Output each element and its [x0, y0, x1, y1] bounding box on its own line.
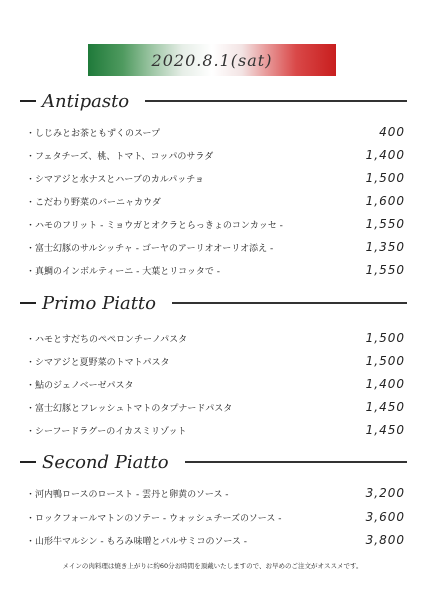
menu-item-price: 1,500 — [365, 331, 405, 345]
menu-item-name: ・ハモとすだちのペペロンチーノパスタ — [26, 334, 188, 345]
menu-item — [26, 329, 405, 347]
menu-item-name: ・こだわり野菜のバーニャカウダ — [26, 197, 161, 208]
section-rule — [172, 302, 407, 304]
menu-item-price: 3,200 — [365, 486, 405, 500]
menu-item-name: ・真鯛のインボルティーニ - 大葉とリコッタで - — [26, 266, 220, 277]
section-title-second-piatto: Second Piatto — [42, 451, 169, 473]
menu-item-name: ・ロックフォールマトンのソテー - ウォッシュチーズのソース - — [26, 513, 282, 524]
footnote: メインの肉料理は焼き上がりに約60分お時間を頂戴いたしますので、お早めのご注文がオススメです。 — [62, 562, 363, 570]
menu-item-name: ・山形牛マルシン - もろみ味噌とバルサミコのソース - — [26, 536, 247, 547]
section-dash — [20, 461, 36, 463]
menu-item — [26, 123, 405, 141]
date-banner — [88, 44, 336, 76]
menu-item-price: 1,450 — [365, 400, 405, 414]
section-header-antipasto — [20, 89, 407, 113]
menu-item-price: 1,500 — [365, 171, 405, 185]
menu-item-name: ・鮎のジェノベーゼパスタ — [26, 380, 134, 391]
menu-item-price: 1,350 — [365, 240, 405, 254]
section-dash — [20, 302, 36, 304]
menu-item-price: 1,550 — [365, 217, 405, 231]
section-rule — [145, 100, 407, 102]
menu-item — [26, 421, 405, 439]
menu-item — [26, 261, 405, 279]
menu-item — [26, 146, 405, 164]
menu-item-name: ・シーフードラグーのイカスミリゾット — [26, 426, 187, 437]
menu-item — [26, 375, 405, 393]
menu-item-name: ・ハモのフリット - ミョウガとオクラとらっきょのコンカッセ - — [26, 220, 283, 231]
menu-item-price: 1,550 — [365, 263, 405, 277]
menu-item — [26, 169, 405, 187]
menu-date: 2020.8.1(sat) — [151, 50, 273, 70]
section-dash — [20, 100, 36, 102]
section-title-primo-piatto: Primo Piatto — [42, 292, 157, 314]
menu-item-price: 1,500 — [365, 354, 405, 368]
menu-item — [26, 352, 405, 370]
menu-item-price: 1,600 — [365, 194, 405, 208]
menu-item — [26, 531, 405, 549]
menu-item — [26, 238, 405, 256]
section-header-primo-piatto — [20, 291, 407, 315]
section-rule — [185, 461, 407, 463]
section-header-second-piatto — [20, 450, 407, 474]
menu-item-name: ・フェタチーズ、桃、トマト、コッパのサラダ — [26, 151, 214, 162]
menu-item-price: 3,600 — [365, 510, 405, 524]
menu-item-name: ・シマアジと水ナスとハーブのカルパッチョ — [26, 174, 204, 185]
menu-item-name: ・富士幻豚とフレッシュトマトのタプナードパスタ — [26, 403, 233, 414]
menu-item-name: ・河内鴨ロースのロースト - 雲丹と卵黄のソース - — [26, 489, 229, 500]
section-title-antipasto: Antipasto — [42, 90, 130, 112]
menu-item-price: 400 — [379, 125, 405, 139]
menu-item — [26, 192, 405, 210]
menu-item — [26, 508, 405, 526]
menu-item — [26, 215, 405, 233]
menu-item — [26, 398, 405, 416]
menu-item-name: ・シマアジと夏野菜のトマトパスタ — [26, 357, 170, 368]
menu-item-price: 1,400 — [365, 377, 405, 391]
menu-item-name: ・しじみとお茶ともずくのスープ — [26, 128, 161, 139]
menu-item-price: 1,450 — [365, 423, 405, 437]
menu-item-price: 1,400 — [365, 148, 405, 162]
menu-item-price: 3,800 — [365, 533, 405, 547]
menu-item — [26, 484, 405, 502]
menu-item-name: ・富士幻豚のサルシッチャ - ゴーヤのアーリオオーリオ添え - — [26, 243, 274, 254]
